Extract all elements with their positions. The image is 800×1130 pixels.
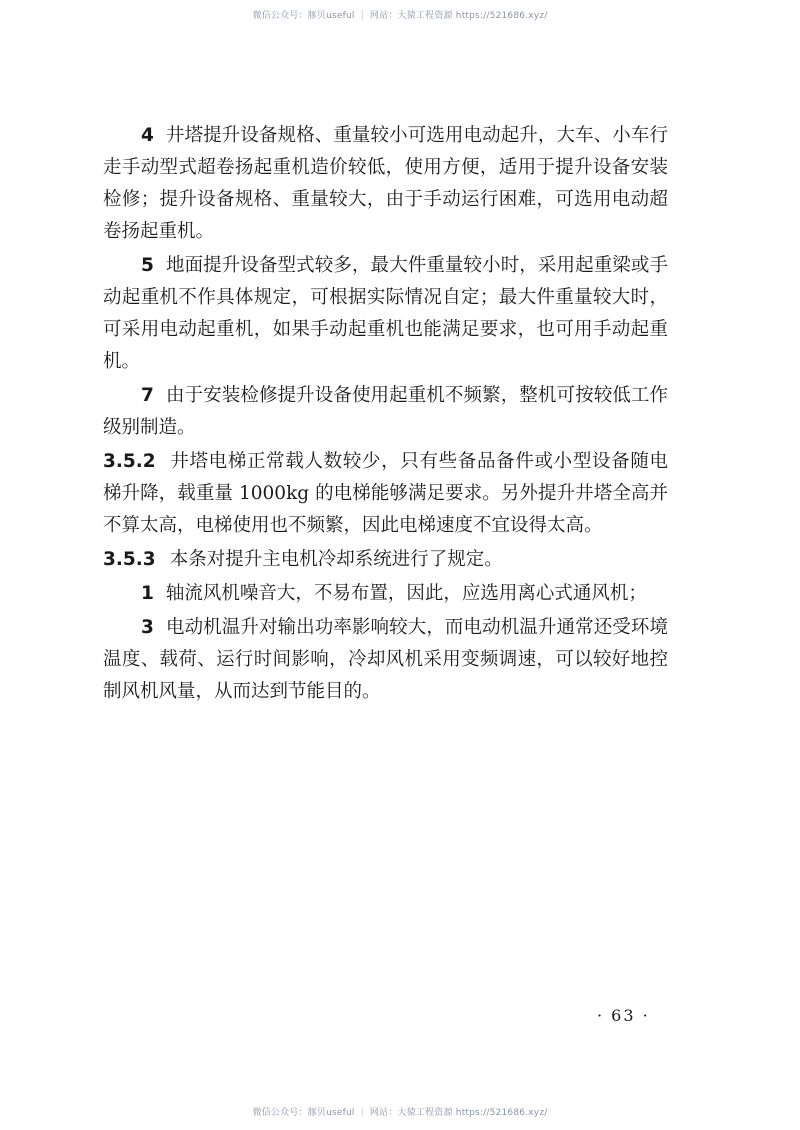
item-number: 3 (141, 617, 154, 638)
paragraph-text: 地面提升设备型式较多，最大件重量较小时，采用起重梁或手动起重机不作具体规定，可根据实际情况自定；最大件重量较大时，可采用电动起重机，如果手动起重机也能满足要求，也可用手动起重机。 (103, 255, 668, 372)
top-watermark: 微信公众号：豚贝useful ｜ 网站：大猿工程资源 https://521686.xyz/ (252, 11, 548, 21)
item-5 (103, 250, 668, 378)
paragraph-text: 井塔提升设备规格、重量较小可选用电动起升，大车、小车行走手动型式超卷扬起重机造价较低，使用方便，适用于提升设备安装检修；提升设备规格、重量较大，由于手动运行困难，可选用电动超卷扬起重机。 (103, 125, 668, 242)
item-4 (103, 120, 668, 248)
paragraph-text: 本条对提升主电机冷却系统进行了规定。 (169, 549, 503, 570)
item-1 (103, 578, 668, 610)
item-number: 7 (141, 385, 154, 406)
item-number: 4 (141, 125, 154, 146)
paragraph-text: 井塔电梯正常载人数较少，只有些备品备件或小型设备随电梯升降，载重量 1000kg 的电梯能够满足要求。另外提升井塔全高并不算太高，电梯使用也不频繁，因此电梯速度不宜设得太高。 (103, 451, 668, 536)
clause-3-5-2 (103, 446, 668, 542)
bottom-watermark: 微信公众号：豚贝useful ｜ 网站：大猿工程资源 https://521686.xyz/ (252, 1108, 548, 1118)
item-3 (103, 612, 668, 708)
paragraph-text: 轴流风机噪音大，不易布置，因此，应选用离心式通风机； (165, 583, 647, 604)
clause-number: 3.5.3 (103, 549, 156, 570)
page-number: · 63 · (597, 1006, 650, 1025)
clause-number: 3.5.2 (103, 451, 156, 472)
clause-3-5-3 (103, 544, 668, 576)
document-body (103, 120, 668, 710)
paragraph-text: 电动机温升对输出功率影响较大，而电动机温升通常还受环境温度、载荷、运行时间影响，冷却风机采用变频调速，可以较好地控制风机风量，从而达到节能目的。 (103, 617, 668, 702)
item-number: 5 (141, 255, 154, 276)
item-7 (103, 380, 668, 444)
item-number: 1 (141, 583, 154, 604)
paragraph-text: 由于安装检修提升设备使用起重机不频繁，整机可按较低工作级别制造。 (103, 385, 668, 438)
